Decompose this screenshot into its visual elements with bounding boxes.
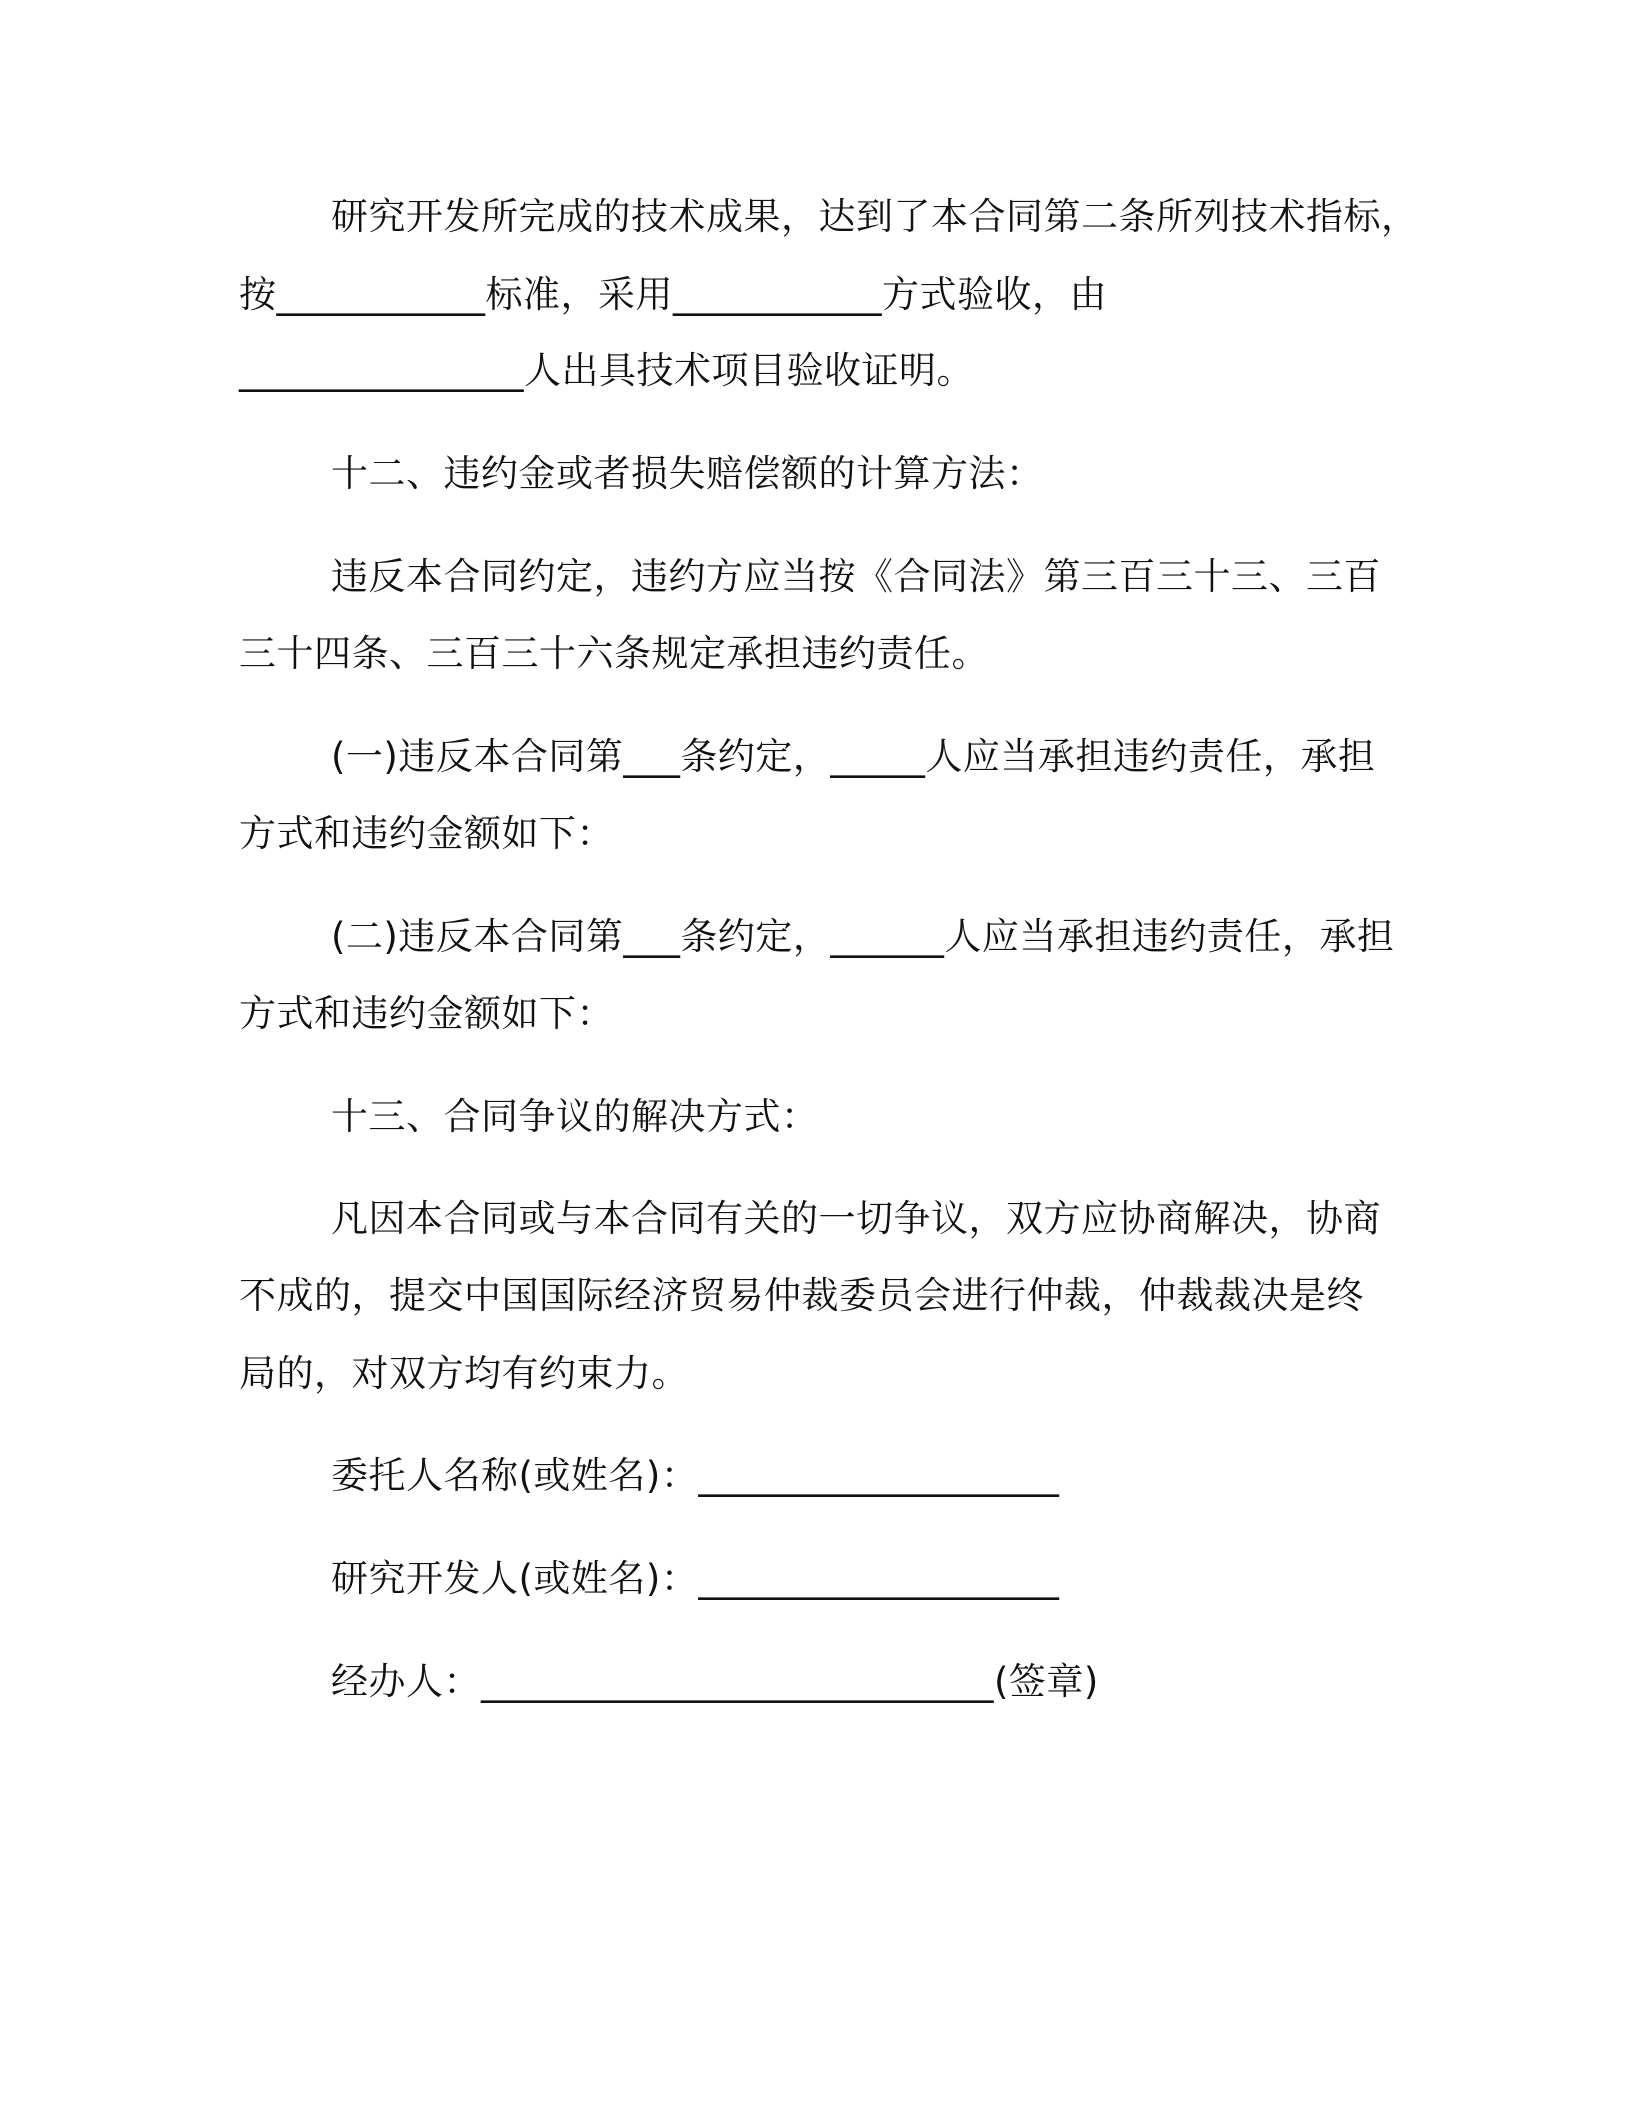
paragraph-dispute-line-3: 局的，对双方均有约束力。 (239, 1352, 689, 1395)
section-heading-twelve: 十二、违约金或者损失赔偿额的计算方法： (331, 452, 1044, 495)
clause-one-line-1: (一)违反本合同第___条约定，_____人应当承担违约责任，承担 (331, 735, 1376, 778)
signature-developer-name: 研究开发人(或姓名)：___________________ (331, 1557, 1060, 1600)
paragraph-acceptance-line-2: 按___________标准，采用___________方式验收，由 (239, 273, 1107, 316)
clause-two-line-2: 方式和违约金额如下： (239, 992, 614, 1035)
clause-two-line-1: (二)违反本合同第___条约定，______人应当承担违约责任，承担 (331, 915, 1395, 958)
paragraph-liability-line-2: 三十四条、三百三十六条规定承担违约责任。 (239, 632, 989, 675)
paragraph-acceptance-line-1: 研究开发所完成的技术成果，达到了本合同第二条所列技术指标， (331, 195, 1419, 238)
paragraph-dispute-line-2: 不成的，提交中国国际经济贸易仲裁委员会进行仲裁，仲裁裁决是终 (239, 1274, 1364, 1317)
signature-client-name: 委托人名称(或姓名)：___________________ (331, 1454, 1060, 1497)
paragraph-dispute-line-1: 凡因本合同或与本合同有关的一切争议，双方应协商解决，协商 (331, 1197, 1381, 1240)
clause-one-line-2: 方式和违约金额如下： (239, 812, 614, 855)
paragraph-acceptance-line-3: _______________人出具技术项目验收证明。 (239, 349, 974, 392)
paragraph-liability-line-1: 违反本合同约定，违约方应当按《合同法》第三百三十三、三百 (331, 555, 1381, 598)
section-heading-thirteen: 十三、合同争议的解决方式： (331, 1095, 819, 1138)
signature-handler: 经办人：___________________________(签章) (331, 1660, 1099, 1703)
